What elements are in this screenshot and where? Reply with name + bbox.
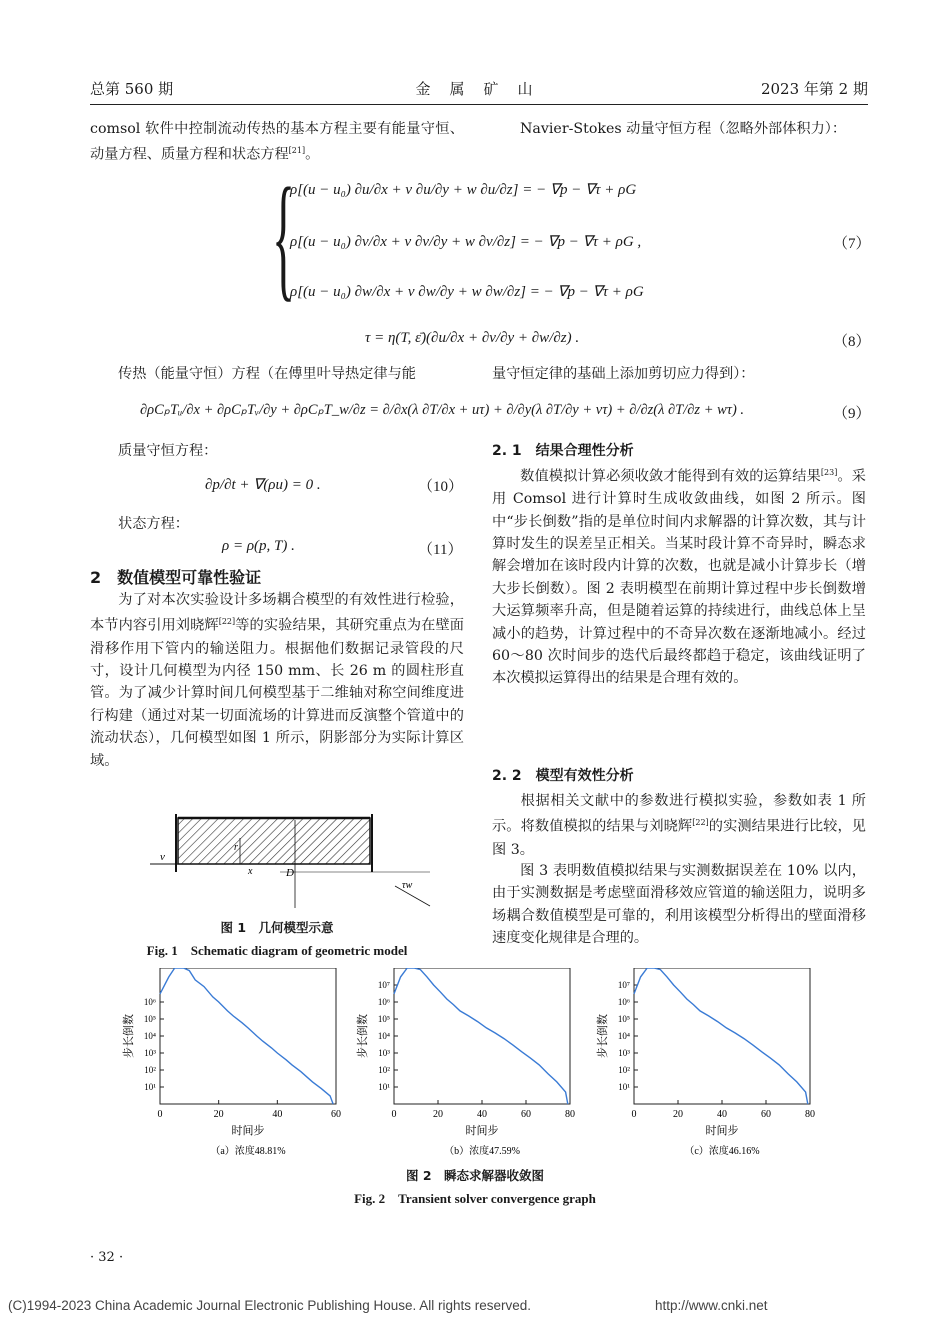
figure-2-caption-en: Fig. 2 Transient solver convergence graph	[354, 1191, 596, 1206]
x-tick-label: 60	[521, 1109, 531, 1120]
figure-1-caption-cn: 图 1 几何模型示意	[220, 920, 334, 935]
section-2-1-paragraph: 数值模拟计算必须收敛才能得到有效的运算结果[23]。采用 Comsol 进行计算时生成收敛曲线，如图 2 所示。图中“步长倒数”指的是单位时间内求解器的计算次数，其与计算时发生的误差呈正相关。当某时段计算不奇异时，瞬态求解会增加在该时段内计算的次数，也就是减小计算步长（增大步长倒数）。图 2 表明模型在前期计算过程中步长倒数增大运算频率升高，但是随着运算的持续进行，曲线总体上呈减小的趋势，计算过程中的不奇异次数在逐渐地减小。经过 60～80 次时间步的迭代后最终都趋于稳定，该曲线证明了本次模拟运算得出的结果是合理有效的。	[492, 468, 866, 687]
series-line	[634, 968, 808, 1104]
header-rule	[90, 104, 868, 105]
eq11-number: （11）	[418, 542, 463, 558]
citation: [22]	[692, 818, 709, 828]
series-line	[394, 968, 568, 1104]
y-axis-label: 步长倒数	[123, 1014, 135, 1058]
x-tick-label: 0	[391, 1109, 397, 1120]
momentum-intro: Navier-Stokes 动量守恒方程（忽略外部体积力）：	[520, 121, 847, 137]
computational-domain	[178, 818, 370, 864]
cnki-url[interactable]: http://www.cnki.net	[655, 1298, 768, 1313]
copyright-notice: (C)1994-2023 China Academic Journal Electronic Publishing House. All rights reserved.	[8, 1298, 532, 1313]
citation: [22]	[218, 617, 236, 627]
intro-paragraph: comsol 软件中控制流动传热的基本方程主要有能量守恒、动量方程、质量方程和状态方程[21]。	[90, 121, 464, 164]
y-tick-label: 10¹	[378, 1082, 390, 1092]
x-tick-label: 80	[565, 1109, 575, 1120]
y-tick-label: 10⁵	[617, 1014, 630, 1024]
eq7-row2: ρ[(u − u₀) ∂ν/∂x + ν ∂ν/∂y + w ∂ν/∂z] = − ∇p − ∇τ + ρG ,	[290, 234, 642, 250]
y-axis-label: 步长倒数	[597, 1014, 609, 1058]
eq7-number: （7）	[833, 236, 871, 252]
x-tick-label: 80	[805, 1109, 815, 1120]
eq9-number: （9）	[833, 406, 871, 422]
x-axis-label: 时间步	[705, 1125, 739, 1137]
eq11: ρ = ρ(p, T) .	[222, 538, 295, 554]
eq7-row3: ρ[(u − u₀) ∂w/∂x + ν ∂w/∂y + w ∂w/∂z] = − ∇p − ∇τ + ρG	[290, 284, 644, 300]
y-tick-label: 10⁴	[143, 1031, 156, 1041]
eq8: τ = η(T, ε̄)(∂u/∂x + ∂ν/∂y + ∂w/∂z) .	[365, 330, 580, 346]
chart-b	[352, 968, 592, 1158]
section-2-title: 2 数值模型可靠性验证	[90, 568, 262, 587]
heat-intro-left: 传热（能量守恒）方程（在傅里叶导热定律与能	[118, 366, 416, 382]
x-tick-label: 20	[433, 1109, 443, 1120]
label-v: v	[160, 851, 165, 863]
y-tick-label: 10³	[144, 1048, 156, 1058]
y-tick-label: 10³	[378, 1048, 390, 1058]
figure-1-caption-en: Fig. 1 Schematic diagram of geometric model	[146, 943, 408, 958]
label-x: x	[248, 866, 253, 877]
mass-label: 质量守恒方程：	[118, 443, 218, 459]
journal-title: 金 属 矿 山	[415, 80, 535, 98]
chart-a	[118, 968, 348, 1158]
x-axis-label: 时间步	[465, 1125, 499, 1137]
y-tick-label: 10⁶	[617, 997, 630, 1007]
x-tick-label: 0	[157, 1109, 163, 1120]
figure-2-caption-cn: 图 2 瞬态求解器收敛图	[405, 1168, 545, 1183]
y-tick-label: 10⁴	[617, 1031, 630, 1041]
subplot-title: （a）浓度48.81%	[210, 1146, 286, 1157]
label-r: r	[234, 842, 238, 853]
section-2-2-title: 2. 2 模型有效性分析	[492, 768, 634, 784]
page-number: · 32 ·	[90, 1250, 124, 1265]
figure-1-diagram	[150, 810, 440, 912]
plot-frame	[394, 968, 570, 1104]
state-label: 状态方程：	[118, 516, 189, 532]
chart-c	[592, 968, 832, 1158]
citation: [23]	[820, 468, 838, 477]
x-tick-label: 0	[631, 1109, 637, 1120]
section-2-1-title: 2. 1 结果合理性分析	[492, 443, 634, 459]
label-D: D	[286, 867, 294, 879]
y-tick-label: 10⁵	[143, 1014, 156, 1024]
y-tick-label: 10⁵	[377, 1014, 390, 1024]
x-axis-label: 时间步	[231, 1125, 265, 1137]
eq10-number: （10）	[418, 479, 464, 495]
running-header-left: 总第 560 期	[90, 80, 174, 98]
section-2-2-paragraph-2: 图 3 表明数值模拟结果与实测数据误差在 10% 以内，由于实测数据是考虑壁面滑移效应管道的输送阻力，说明多场耦合数值模型是可靠的，利用该模型分析得出的壁面滑移速度变化规律是合理的。	[492, 863, 866, 947]
y-tick-label: 10²	[618, 1065, 630, 1075]
running-header-right: 2023 年第 2 期	[760, 80, 868, 98]
plot-frame	[634, 968, 810, 1104]
y-tick-label: 10¹	[618, 1082, 630, 1092]
y-tick-label: 10³	[618, 1048, 630, 1058]
x-tick-label: 20	[213, 1109, 224, 1120]
x-tick-label: 40	[477, 1109, 487, 1120]
subplot-title: （b）浓度47.59%	[444, 1146, 520, 1157]
eq9: ∂ρCₚTᵤ/∂x + ∂ρCₚTᵥ/∂y + ∂ρCₚT_w/∂z = ∂/∂x(λ ∂T/∂x + uτ) + ∂/∂y(λ ∂T/∂y + ντ) + ∂/∂z(λ ∂T/∂z + wτ) .	[140, 402, 745, 418]
label-tau: τw	[402, 880, 413, 891]
x-tick-label: 60	[331, 1109, 341, 1120]
y-tick-label: 10¹	[144, 1082, 156, 1092]
series-line	[160, 968, 333, 1104]
y-tick-label: 10⁶	[143, 997, 156, 1007]
section-2-paragraph: 为了对本次实验设计多场耦合模型的有效性进行检验，本节内容引用刘晓辉[22]等的实验结果，其研究重点为在壁面滑移作用下管内的输送阻力。根据他们数据记录管段的尺寸，设计几何模型为内径 150 mm、长 26 m 的圆柱形直管。为了减少计算时间几何模型基于二维轴对称空间维度进行构建（通过对某一切面流场的计算进而反演整个管道中的流动状态），几何模型如图 1 所示，阴影部分为实际计算区域。	[90, 592, 464, 769]
eq8-number: （8）	[833, 334, 871, 350]
y-axis-label: 步长倒数	[357, 1014, 369, 1058]
y-tick-label: 10²	[378, 1065, 390, 1075]
heat-intro-right: 量守恒定律的基础上添加剪切应力得到）：	[492, 366, 755, 382]
y-tick-label: 10⁷	[617, 980, 630, 990]
y-tick-label: 10⁷	[377, 980, 390, 990]
citation: [21]	[288, 146, 306, 156]
plot-frame	[160, 968, 336, 1104]
equation-brace: {	[272, 161, 296, 315]
y-tick-label: 10⁶	[377, 997, 390, 1007]
x-tick-label: 20	[673, 1109, 683, 1120]
x-tick-label: 60	[761, 1109, 771, 1120]
x-tick-label: 40	[272, 1109, 283, 1120]
y-tick-label: 10⁴	[377, 1031, 390, 1041]
eq10: ∂p/∂t + ∇(ρu) = 0 .	[205, 477, 321, 493]
eq7-row1: ρ[(u − u₀) ∂u/∂x + ν ∂u/∂y + w ∂u/∂z] = − ∇p − ∇τ + ρG	[290, 182, 637, 198]
section-2-2-paragraph-1: 根据相关文献中的参数进行模拟实验，参数如表 1 所示。将数值模拟的结果与刘晓辉[22]的实测结果进行比较，见图 3。	[492, 793, 866, 858]
y-tick-label: 10²	[144, 1065, 156, 1075]
subplot-title: （c）浓度46.16%	[684, 1146, 760, 1157]
x-tick-label: 40	[717, 1109, 727, 1120]
